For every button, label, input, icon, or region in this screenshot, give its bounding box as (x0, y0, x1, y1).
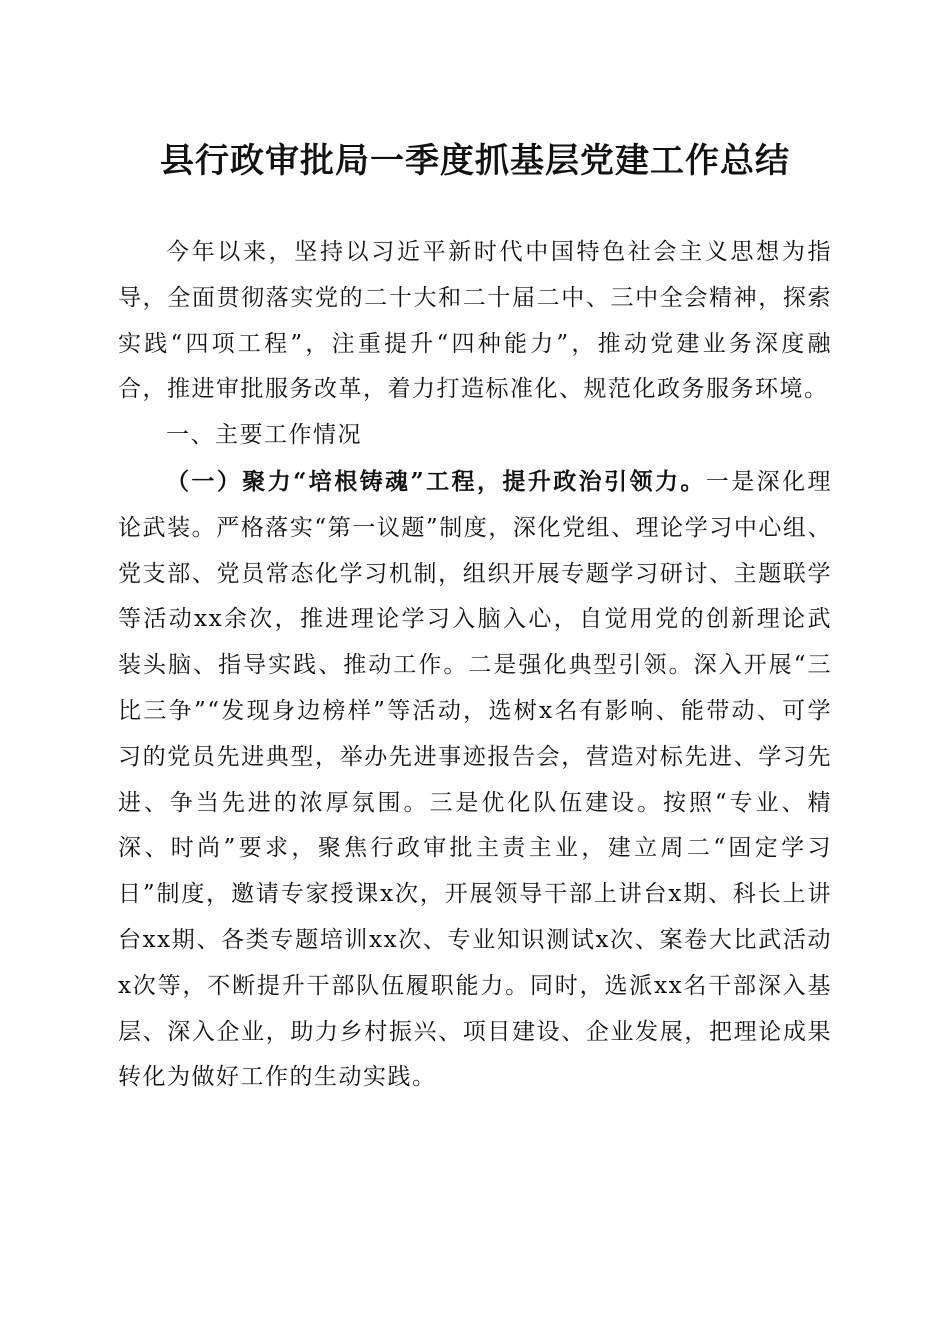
document-body (118, 230, 832, 1101)
intro-paragraph: 今年以来，坚持以习近平新时代中国特色社会主义思想为指导，全面贯彻落实党的二十大和二十届二中、三中全会精神，探索实践“四项工程”，注重提升“四种能力”，推动党建业务深度融合，推进审批服务改革，着力打造标准化、规范化政务服务环境。 (118, 239, 832, 403)
section-heading-main-work: 一、主要工作情况 (166, 422, 362, 449)
subsection-body: 一是深化理论武装。严格落实“第一议题”制度，深化党组、理论学习中心组、党支部、党员常态化学习机制，组织开展专题学习研讨、主题联学等活动xx余次，推进理论学习入脑入心，自觉用党的创新理论武装头脑、指导实践、推动工作。二是强化典型引领。深入开展“三比三争”“发现身边榜样”等活动，选树x名有影响、能带动、可学习的党员先进典型，举办先进事迹报告会，营造对标先进、学习先进、争当先进的浓厚氛围。三是优化队伍建设。按照“专业、精深、时尚”要求，聚焦行政审批主责主业，建立周二“固定学习日”制度，邀请专家授课x次，开展领导干部上讲台x期、科长上讲台xx期、各类专题培训xx次、专业知识测试x次、案卷大比武活动x次等，不断提升干部队伍履职能力。同时，选派xx名干部深入基层、深入企业，助力乡村振兴、项目建设、企业发展，把理论成果转化为做好工作的生动实践。 (118, 468, 832, 1091)
subsection-heading: （一）聚力“培根铸魂”工程，提升政治引领力。 (166, 467, 706, 495)
document-title: 县行政审批局一季度抓基层党建工作总结 (160, 141, 790, 181)
subsection-paragraph (118, 459, 832, 1101)
